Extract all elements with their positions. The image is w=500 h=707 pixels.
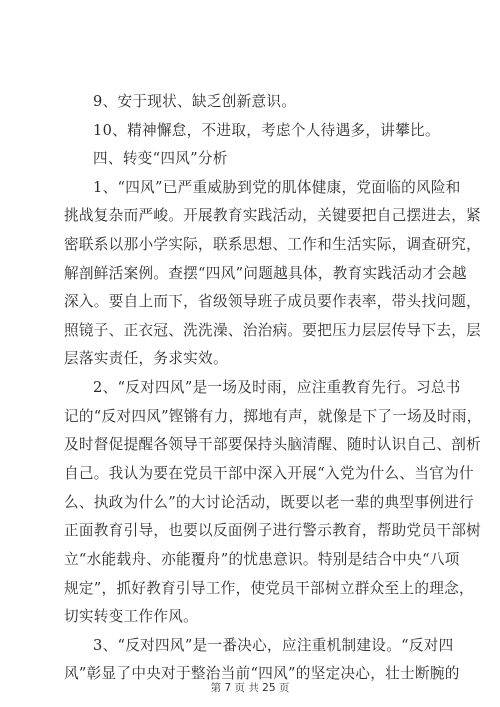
text-line: 照镜子、正衣冠、洗洗澡、治治病。要把压力层层传导下去，层 xyxy=(64,322,482,339)
text-line: 记的“反对四风”铿锵有力，掷地有声，就像是下了一场及时雨， xyxy=(64,408,482,425)
text-line: 2、“反对四风”是一场及时雨，应注重教育先行。习总书 xyxy=(93,379,461,396)
text-line: 立“水能载舟、亦能覆舟”的忧患意识。特别是结合中央“八项 xyxy=(64,551,460,568)
page-number-footer: 第 7 页 共 25 页 xyxy=(210,682,290,694)
section-heading: 四、转变“四风”分析 xyxy=(93,150,228,167)
text-line: 挑战复杂而严峻。开展教育实践活动，关键要把自己摆进去，紧 xyxy=(64,207,482,224)
text-line: 及时督促提醒各领导干部要保持头脑清醒、随时认识自己、剖析 xyxy=(64,436,482,453)
text-line: 层落实责任，务求实效。 xyxy=(64,350,228,367)
text-line: 深入。要自上而下，省级领导班子成员要作表率，带头找问题， xyxy=(64,293,482,310)
text-line: 1、“四风”已严重威胁到党的肌体健康，党面临的风险和 xyxy=(93,179,461,196)
text-line: 10、精神懈怠，不进取，考虑个人待遇多，讲攀比。 xyxy=(93,122,440,139)
text-line: 9、安于现状、缺乏创新意识。 xyxy=(93,93,297,110)
text-line: 解剖鲜活案例。查摆“四风”问题越具体，教育实践活动才会越 xyxy=(64,265,467,282)
text-line: 规定”，抓好教育引导工作，使党员干部树立群众至上的理念， xyxy=(64,580,474,597)
text-line: 密联系以那小学实际，联系思想、工作和生活实际，调查研究， xyxy=(64,236,482,253)
text-line: 3、“反对四风”是一番决心，应注重机制建设。“反对四 xyxy=(93,637,454,654)
text-line: 切实转变工作作风。 xyxy=(64,608,199,625)
text-line: 正面教育引导，也要以反面例子进行警示教育，帮助党员干部树 xyxy=(64,522,482,539)
text-line: 么、执政为什么”的大讨论活动，既要以老一辈的典型事例进行 xyxy=(64,494,474,511)
text-line: 自己。我认为要在党员干部中深入开展“入党为什么、当官为什 xyxy=(64,465,474,482)
text-line: 风”彰显了中央对于整治当前“四风”的坚定决心，壮士断腕的 xyxy=(64,665,460,682)
